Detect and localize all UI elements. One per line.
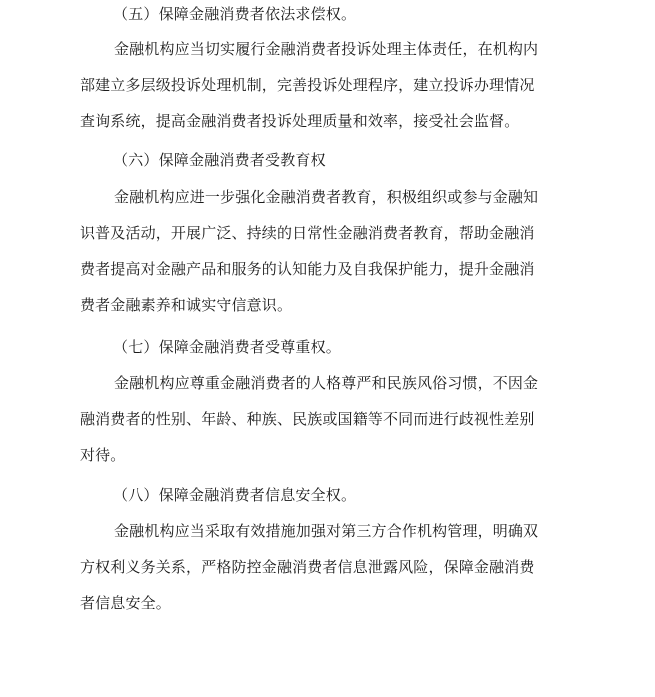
paragraph-line: 部建立多层级投诉处理机制，完善投诉处理程序，建立投诉办理情况 [80,76,535,94]
paragraph-line: 金融机构应当采取有效措施加强对第三方合作机构管理，明确双 [114,522,539,540]
section-body-7 [80,373,580,465]
paragraph-line: 费者金融素养和诚实守信意识。 [80,296,293,314]
paragraph-line: 识普及活动，开展广泛、持续的日常性金融消费者教育，帮助金融消 [80,224,535,242]
paragraph-line: 金融机构应当切实履行金融消费者投诉处理主体责任，在机构内 [114,40,539,58]
paragraph-line: 查询系统，提高金融消费者投诉处理质量和效率，接受社会监督。 [80,112,520,130]
paragraph-line: 金融机构应尊重金融消费者的人格尊严和民族风俗习惯，不因金 [114,374,539,392]
section-body-8 [80,521,580,613]
section-heading-7: （七）保障金融消费者受尊重权。 [113,338,342,356]
paragraph-line: 费者提高对金融产品和服务的认知能力及自我保护能力，提升金融消 [80,260,535,278]
section-heading-8: （八）保障金融消费者信息安全权。 [113,486,357,504]
section-body-6 [80,187,580,315]
section-heading-5: （五）保障金融消费者依法求偿权。 [113,5,357,23]
section-heading-6: （六）保障金融消费者受教育权 [113,151,326,169]
paragraph-line: 融消费者的性别、年龄、种族、民族或国籍等不同而进行歧视性差别 [80,410,535,428]
paragraph-line: 金融机构应进一步强化金融消费者教育，积极组织或参与金融知 [114,188,539,206]
paragraph-line: 者信息安全。 [80,594,171,612]
paragraph-line: 对待。 [80,446,126,464]
paragraph-line: 方权利义务关系，严格防控金融消费者信息泄露风险，保障金融消费 [80,558,535,576]
section-body-5 [80,39,580,131]
